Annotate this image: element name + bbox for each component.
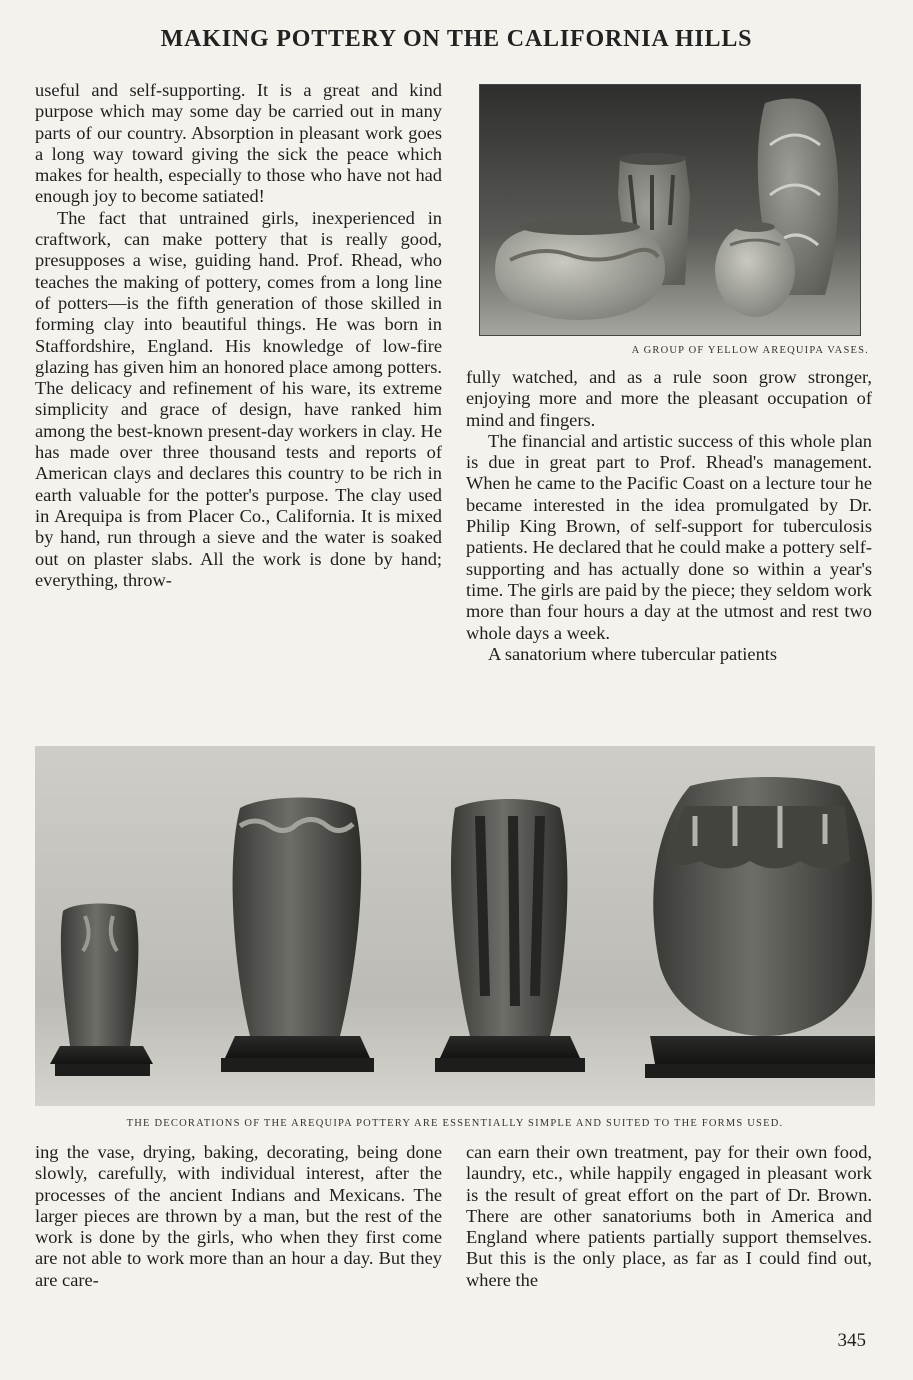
paragraph: The financial and artistic success of this whole plan is due in great part to Prof. Rhead's management. When he came to the Pacific Coast on a lecture tour he became interested in the idea promulgated by Dr. Philip King Brown, of self-support for tuberculosis patients. He declared that he could make a pottery self-supporting and has actually done so within a year's time. The girls are paid by the piece; they seldom work more than four hours a day at the utmost and rest two whole days a week.: [466, 430, 872, 643]
page-number: 345: [837, 1330, 866, 1351]
right-column-top: [466, 367, 872, 665]
paragraph: can earn their own treatment, pay for their own food, laundry, etc., while happily engaged in pleasant work is the result of great effort on the part of Dr. Brown. There are other sanatoriums both in America and England where patients partially support themselves. But this is the only place, as far as I could find out, where the: [466, 1142, 872, 1290]
left-column-bottom: [35, 1142, 442, 1291]
left-column-top: [35, 80, 442, 591]
vases-group-photo: [479, 84, 861, 336]
paragraph: fully watched, and as a rule soon grow stronger, enjoying more and more the pleasant occupation of mind and fingers.: [466, 367, 872, 430]
vases-group-illustration: [480, 85, 860, 335]
right-column-bottom: [466, 1142, 872, 1291]
decorated-vases-photo: [35, 746, 875, 1106]
paragraph: A sanatorium where tubercular patients: [488, 643, 778, 664]
decorated-vases-illustration: [35, 746, 875, 1106]
bottom-photo-caption: THE DECORATIONS OF THE AREQUIPA POTTERY ARE ESSENTIALLY SIMPLE AND SUITED TO THE FORMS USED.: [126, 1118, 784, 1129]
paragraph: ing the vase, drying, baking, decorating, being done slowly, carefully, with individual interest, after the processes of the ancient Indians and Mexicans. The larger pieces are thrown by a man, but the rest of the work is done by the girls, who when they first come are not able to work more than an hour a day. But they are care-: [35, 1142, 442, 1290]
paragraph: The fact that untrained girls, inexperienced in craftwork, can make pottery that is really good, presupposes a wise, guiding hand. Prof. Rhead, who teaches the making of pottery, comes from a long line of potters—is the fifth generation of those skilled in forming clay into beautiful things. He was born in Staffordshire, England. His knowledge of low-fire glazing has given him an honored place among potters. The delicacy and refinement of his ware, its extreme simplicity and grace of design, have ranked him among the best-known present-day workers in clay. He has made over three thousand tests and reports of American clays and declares this country to be rich in earth valuable for the potter's purpose. The clay used in Arequipa is from Placer Co., California. It is mixed by hand, run through a sieve and the water is soaked out on plaster slabs. All the work is done by hand; everything, throw-: [35, 207, 442, 590]
page-header-title: MAKING POTTERY ON THE CALIFORNIA HILLS: [160, 26, 753, 52]
paragraph: useful and self-supporting. It is a great and kind purpose which may some day be carried out in many parts of our country. Absorption in pleasant work goes a long way toward giving the sick the peace which makes for health, especially to those who have not had enough joy to become satiated!: [35, 80, 442, 207]
top-photo-caption: A GROUP OF YELLOW AREQUIPA VASES.: [631, 345, 869, 356]
